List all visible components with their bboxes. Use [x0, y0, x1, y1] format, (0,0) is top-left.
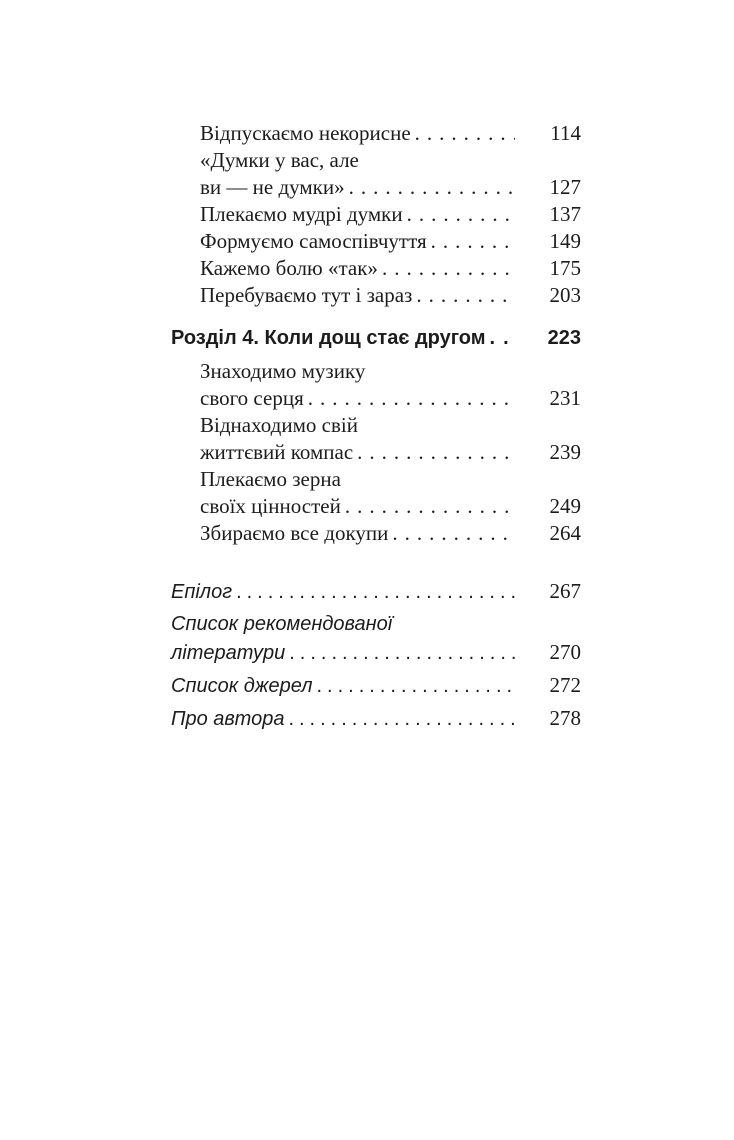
toc-page-number: 278 — [549, 706, 581, 730]
toc-entry-title: свого серця — [200, 386, 304, 410]
toc-entry-line — [200, 120, 581, 147]
toc-entry-line — [200, 385, 581, 412]
toc-entry-line — [200, 520, 581, 547]
toc-entry-title: Про автора — [171, 708, 285, 730]
toc-entry-title: Плекаємо мудрі думки — [200, 202, 403, 226]
toc-entry-title: Формуємо самоспівчуття — [200, 229, 427, 253]
toc-entry-title: Відпускаємо некорисне — [200, 121, 411, 145]
dot-leader — [431, 228, 515, 255]
toc-entry — [171, 228, 581, 255]
toc-entry-title: Розділ 4. Коли дощ стає другом — [171, 327, 486, 349]
toc-entry-title: життєвий компас — [200, 440, 354, 464]
dot-leader — [345, 493, 515, 520]
toc-entry — [171, 412, 581, 466]
toc-entry-title: Список рекомендованої — [171, 613, 393, 635]
dot-leader — [382, 255, 515, 282]
dot-leader — [317, 672, 516, 700]
toc-entry-line — [171, 610, 581, 638]
toc-page-number: 270 — [549, 640, 581, 664]
toc-page-number: 127 — [549, 175, 581, 199]
toc-page-number: 272 — [549, 673, 581, 697]
dot-leader — [416, 282, 515, 309]
toc-entry-line — [171, 671, 581, 700]
toc-entry — [171, 147, 581, 201]
toc-entry — [171, 671, 581, 700]
toc-entry-title: «Думки у вас, але — [200, 148, 359, 172]
toc-page-number: 239 — [549, 440, 581, 464]
dot-leader — [288, 705, 515, 733]
toc-entry-title: Епілог — [171, 581, 233, 603]
dot-leader — [236, 578, 515, 606]
toc-entry-line — [200, 228, 581, 255]
toc-entry-title: Плекаємо зерна — [200, 467, 341, 491]
toc-entry — [171, 358, 581, 412]
toc-page-number: 264 — [549, 521, 581, 545]
toc-entry-title: літератури — [171, 642, 286, 664]
toc-entry-title: ви — не думки» — [200, 175, 345, 199]
toc-entry-line — [171, 638, 581, 667]
toc-entry-line — [200, 493, 581, 520]
toc-entry-line — [200, 174, 581, 201]
toc-entry-line — [200, 412, 581, 439]
toc-entry-title: Віднаходимо свій — [200, 413, 358, 437]
toc-entry — [171, 255, 581, 282]
dot-leader — [349, 174, 515, 201]
toc-entry — [171, 282, 581, 309]
toc-page-number: 231 — [549, 386, 581, 410]
toc-entry-line — [171, 577, 581, 606]
toc-entry-line — [200, 466, 581, 493]
toc-entry-title: Збираємо все докупи — [200, 521, 389, 545]
dot-leader — [407, 201, 515, 228]
toc-entry-line — [200, 358, 581, 385]
toc-entry-line — [200, 439, 581, 466]
toc-entry — [171, 577, 581, 606]
toc-page-number: 137 — [549, 202, 581, 226]
toc-entry-line — [200, 282, 581, 309]
dot-leader — [308, 385, 515, 412]
toc-entry — [171, 466, 581, 520]
toc-entry-title: своїх цінностей — [200, 494, 341, 518]
toc-entry — [171, 120, 581, 147]
toc-entry-title: Кажемо болю «так» — [200, 256, 378, 280]
toc-entry — [171, 201, 581, 228]
toc-page-number: 203 — [549, 283, 581, 307]
toc-entry — [171, 325, 581, 352]
dot-leader — [415, 120, 515, 147]
dot-leader — [392, 520, 515, 547]
table-of-contents — [171, 120, 581, 733]
toc-entry-line — [200, 147, 581, 174]
toc-entry-line — [200, 201, 581, 228]
toc-page-number: 114 — [550, 121, 581, 145]
toc-entry — [171, 610, 581, 667]
toc-page-number: 175 — [549, 256, 581, 280]
toc-page-number: 249 — [549, 494, 581, 518]
toc-entry-line — [171, 704, 581, 733]
toc-entry-line — [171, 325, 581, 352]
toc-entry — [171, 520, 581, 547]
toc-entry-line — [200, 255, 581, 282]
toc-entry — [171, 704, 581, 733]
dot-leader — [289, 639, 515, 667]
dot-leader — [357, 439, 515, 466]
toc-page-number: 267 — [549, 579, 581, 603]
toc-entry-title: Знаходимо музику — [200, 359, 366, 383]
dot-leader — [490, 325, 515, 352]
toc-entry-title: Перебуваємо тут і зараз — [200, 283, 413, 307]
toc-entry-title: Список джерел — [171, 675, 313, 697]
toc-page-number: 149 — [549, 229, 581, 253]
toc-page-number: 223 — [547, 327, 581, 349]
